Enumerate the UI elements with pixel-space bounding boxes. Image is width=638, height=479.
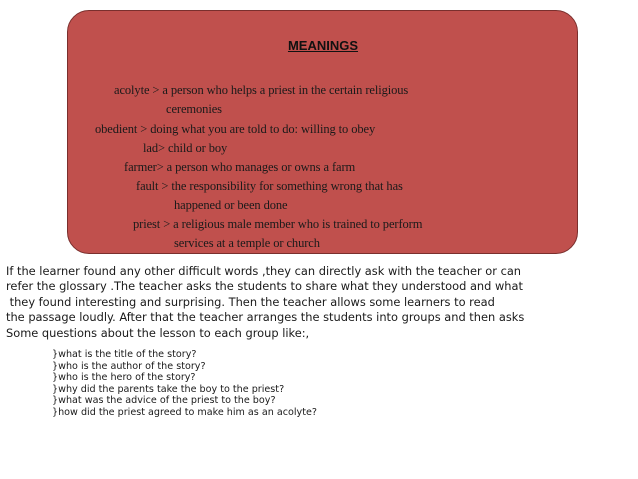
- definition-line: ceremonies: [166, 102, 222, 116]
- question-list: [52, 349, 317, 419]
- definition-line: services at a temple or church: [174, 236, 320, 250]
- paragraph-line: they found interesting and surprising. Then the teacher allows some learners to read: [6, 294, 495, 309]
- definition-line: acolyte > a person who helps a priest in the certain religious: [114, 83, 409, 97]
- question-item: }why did the parents take the boy to the priest?: [52, 383, 285, 395]
- paragraph-line: If the learner found any other difficult words ,they can directly ask with the teacher or can: [6, 264, 522, 278]
- definition-line: happened or been done: [174, 198, 288, 212]
- meanings-title: MEANINGS: [287, 38, 359, 53]
- definition-line: fault > the responsibility for something wrong that has: [136, 179, 403, 193]
- question-item: }who is the hero of the story?: [52, 372, 196, 384]
- definition-line: priest > a religious male member who is trained to perform: [133, 217, 423, 231]
- question-item: }how did the priest agreed to make him as an acolyte?: [52, 406, 317, 418]
- definition-line: lad> child or boy: [143, 141, 228, 155]
- lesson-paragraph: [6, 264, 634, 341]
- paragraph-line: refer the glossary .The teacher asks the students to share what they understood and what: [6, 279, 523, 294]
- question-item: }what was the advice of the priest to the boy?: [52, 395, 276, 407]
- definition-line: farmer> a person who manages or owns a farm: [124, 160, 356, 174]
- paragraph-line: the passage loudly. After that the teacher arranges the students into groups and then asks: [6, 310, 525, 325]
- question-item: }what is the title of the story?: [52, 349, 197, 360]
- paragraph-line: Some questions about the lesson to each group like:,: [6, 325, 310, 340]
- meanings-box: [67, 10, 578, 254]
- question-item: }who is the author of the story?: [52, 360, 206, 372]
- definition-line: obedient > doing what you are told to do: willing to obey: [95, 122, 376, 136]
